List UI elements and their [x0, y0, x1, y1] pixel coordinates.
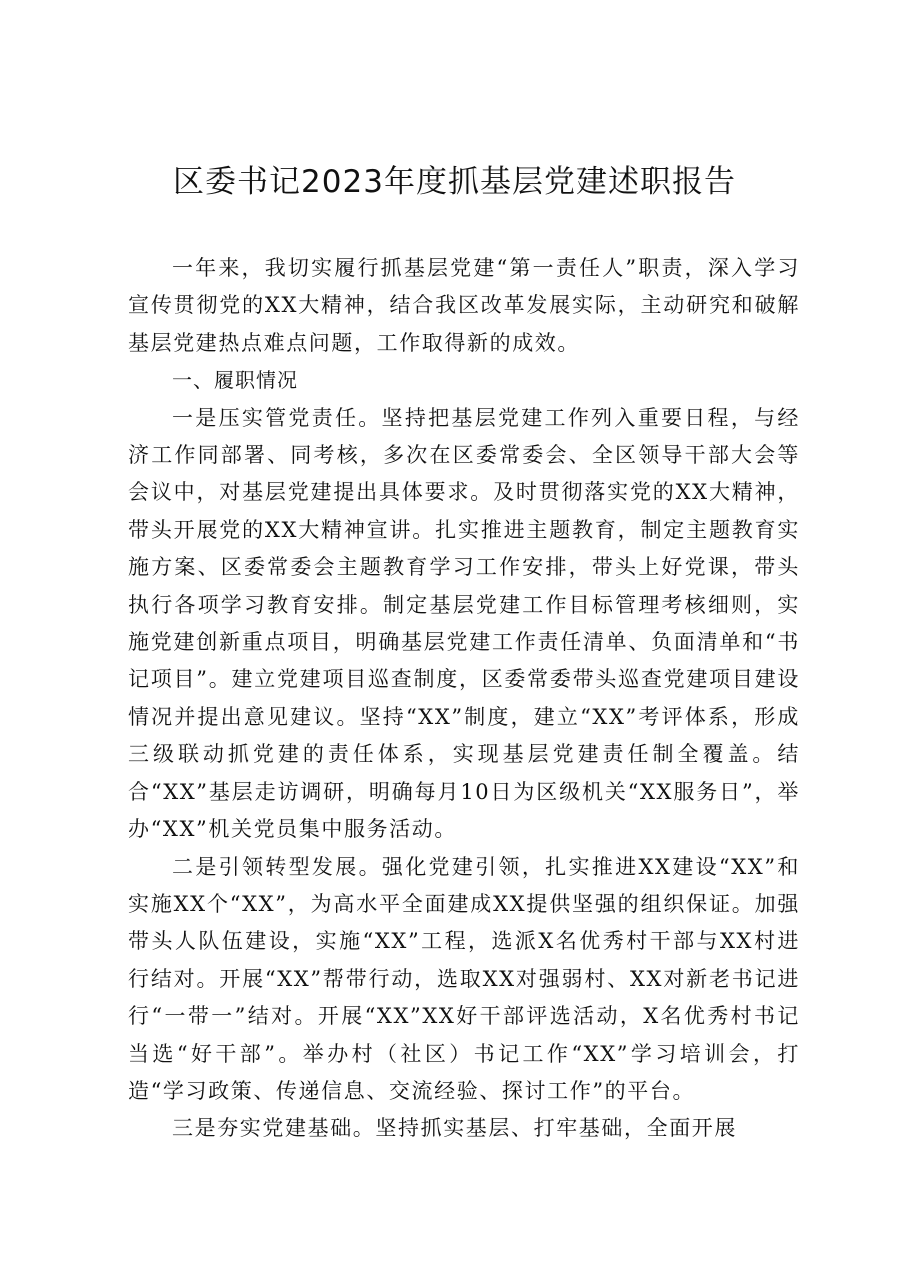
paragraph-responsibility: 一是压实管党责任。坚持把基层党建工作列入重要日程，与经济工作同部署、同考核，多次在区委常委会、全区领导干部大会等会议中，对基层党建提出具体要求。及时贯彻落实党的XX大精神，带头开展党的XX大精神宣讲。扎实推进主题教育，制定主题教育实施方案、区委常委会主题教育学习工作安排，带头上好党课，带头执行各项学习教育安排。制定基层党建工作目标管理考核细则，实施党建创新重点项目，明确基层党建工作责任清单、负面清单和“书记项目”。建立党建项目巡查制度，区委常委带头巡查党建项目建设情况并提出意见建议。坚持“XX”制度，建立“XX”考评体系，形成三级联动抓党建的责任体系，实现基层党建责任制全覆盖。结合“XX”基层走访调研，明确每月10日为区级机关“XX服务日”，举办“XX”机关党员集中服务活动。	[128, 405, 800, 842]
intro-paragraph: 一年来，我切实履行抓基层党建“第一责任人”职责，深入学习宣传贯彻党的XX大精神，结合我区改革发展实际，主动研究和破解基层党建热点难点问题，工作取得新的成效。	[128, 256, 800, 355]
document-body	[128, 250, 800, 1148]
paragraph-foundation: 三是夯实党建基础。坚持抓实基层、打牢基础，全面开展	[172, 1116, 737, 1141]
paragraph-transformation: 二是引领转型发展。强化党建引领，扎实推进XX建设“XX”和实施XX个“XX”，为高水平全面建成XX提供坚强的组织保证。加强带头人队伍建设，实施“XX”工程，选派X名优秀村干部与XX村进行结对。开展“XX”帮带行动，选取XX对强弱村、XX对新老书记进行“一带一”结对。开展“XX”XX好干部评选活动，X名优秀村书记当选“好干部”。举办村（社区）书记工作“XX”学习培训会，打造“学习政策、传递信息、交流经验、探讨工作”的平台。	[128, 854, 800, 1103]
document-title: 区委书记2023年度抓基层党建述职报告	[173, 164, 736, 200]
section-heading: 一、履职情况	[172, 368, 298, 393]
